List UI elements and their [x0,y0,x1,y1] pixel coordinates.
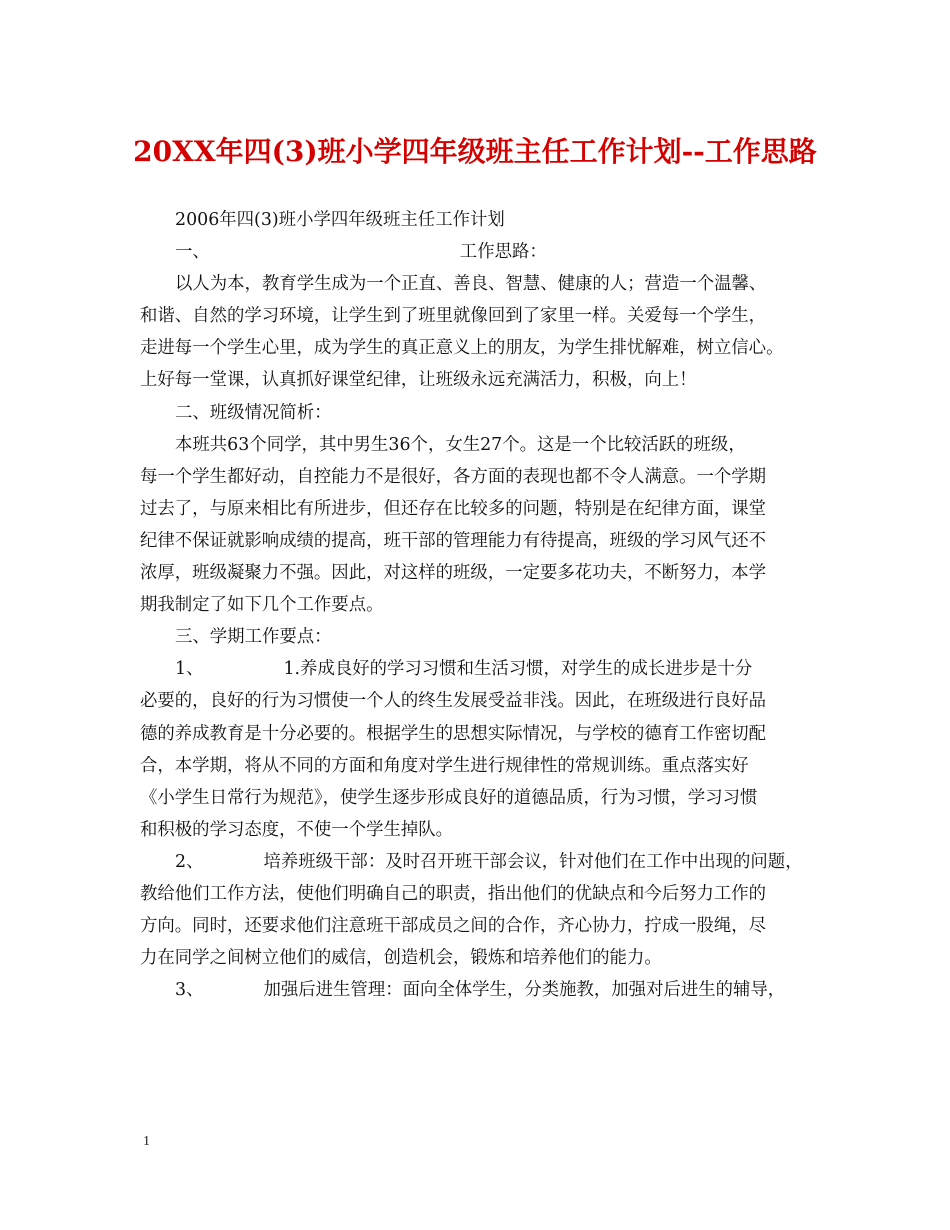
section1-heading: 工作思路： [459,242,547,263]
item2-first-line [140,846,830,878]
document-title: 20XX年四(3)班小学四年级班主任工作计划--工作思路 [133,135,817,168]
paragraph-line: 和谐、自然的学习环境，让学生到了班里就像回到了家里一样。关爱每一个学生， [140,306,767,327]
section1-number: 一、 [175,242,210,263]
document-body [140,204,830,1006]
paragraph-line: 纪律不保证就影响成绩的提高，班干部的管理能力有待提高，班级的学习风气还不 [140,530,767,551]
paragraph-line: 德的养成教育是十分必要的。根据学生的思想实际情况，与学校的德育工作密切配 [140,723,767,744]
paragraph-line: 本班共63个同学，其中男生36个，女生27个。这是一个比较活跃的班级， [175,434,746,455]
item2-number: 2、 [175,851,204,872]
paragraph-line: 期我制定了如下几个工作要点。 [140,595,384,616]
section1-heading-line [140,236,830,268]
paragraph-line: 上好每一堂课，认真抓好课堂纪律，让班级永远充满活力，积极，向上！ [140,370,697,391]
item3-number: 3、 [175,980,204,1001]
paragraph-line: 走进每一个学生心里，成为学生的真正意义上的朋友，为学生排忧解难，树立信心。 [140,338,784,359]
section2-heading: 二、班级情况简析： [175,402,332,423]
paragraph-line: 力在同学之间树立他们的威信，创造机会，锻炼和培养他们的能力。 [140,948,662,969]
page-number: 1 [143,1134,150,1149]
paragraph-line: 方向。同时，还要求他们注意班干部成员之间的合作，齐心协力，拧成一股绳，尽 [140,916,767,937]
paragraph-line: 合，本学期，将从不同的方面和角度对学生进行规律性的常规训练。重点落实好 [140,755,749,776]
item1-first: 1.养成良好的学习习惯和生活习惯，对学生的成长进步是十分 [283,659,753,680]
item2-first: 培养班级干部：及时召开班干部会议，针对他们在工作中出现的问题， [263,851,803,872]
item1-first-line [140,653,830,685]
document-subtitle: 2006年四(3)班小学四年级班主任工作计划 [175,210,505,230]
paragraph-line: 和积极的学习态度，不使一个学生掉队。 [140,819,454,840]
paragraph-line: 《小学生日常行为规范》，使学生逐步形成良好的道德品质，行为习惯，学习习惯 [140,787,758,808]
paragraph-line: 浓厚，班级凝聚力不强。因此，对这样的班级，一定要多花功夫，不断努力，本学 [140,563,767,584]
item3-first: 加强后进生管理：面向全体学生，分类施教，加强对后进生的辅导， [263,980,786,1001]
paragraph-line: 教给他们工作方法，使他们明确自己的职责，指出他们的优缺点和今后努力工作的 [140,883,767,904]
paragraph-line: 必要的，良好的行为习惯使一个人的终生发展受益非浅。因此，在班级进行良好品 [140,691,767,712]
paragraph-line: 每一个学生都好动，自控能力不是很好，各方面的表现也都不令人满意。一个学期 [140,466,767,487]
paragraph-line: 过去了，与原来相比有所进步，但还存在比较多的问题，特别是在纪律方面，课堂 [140,498,767,519]
section3-heading: 三、学期工作要点： [175,627,332,648]
item1-number: 1、 [175,659,204,680]
paragraph-line: 以人为本，教育学生成为一个正直、善良、智慧、健康的人；营造一个温馨、 [175,274,767,295]
item3-first-line [140,974,830,1006]
